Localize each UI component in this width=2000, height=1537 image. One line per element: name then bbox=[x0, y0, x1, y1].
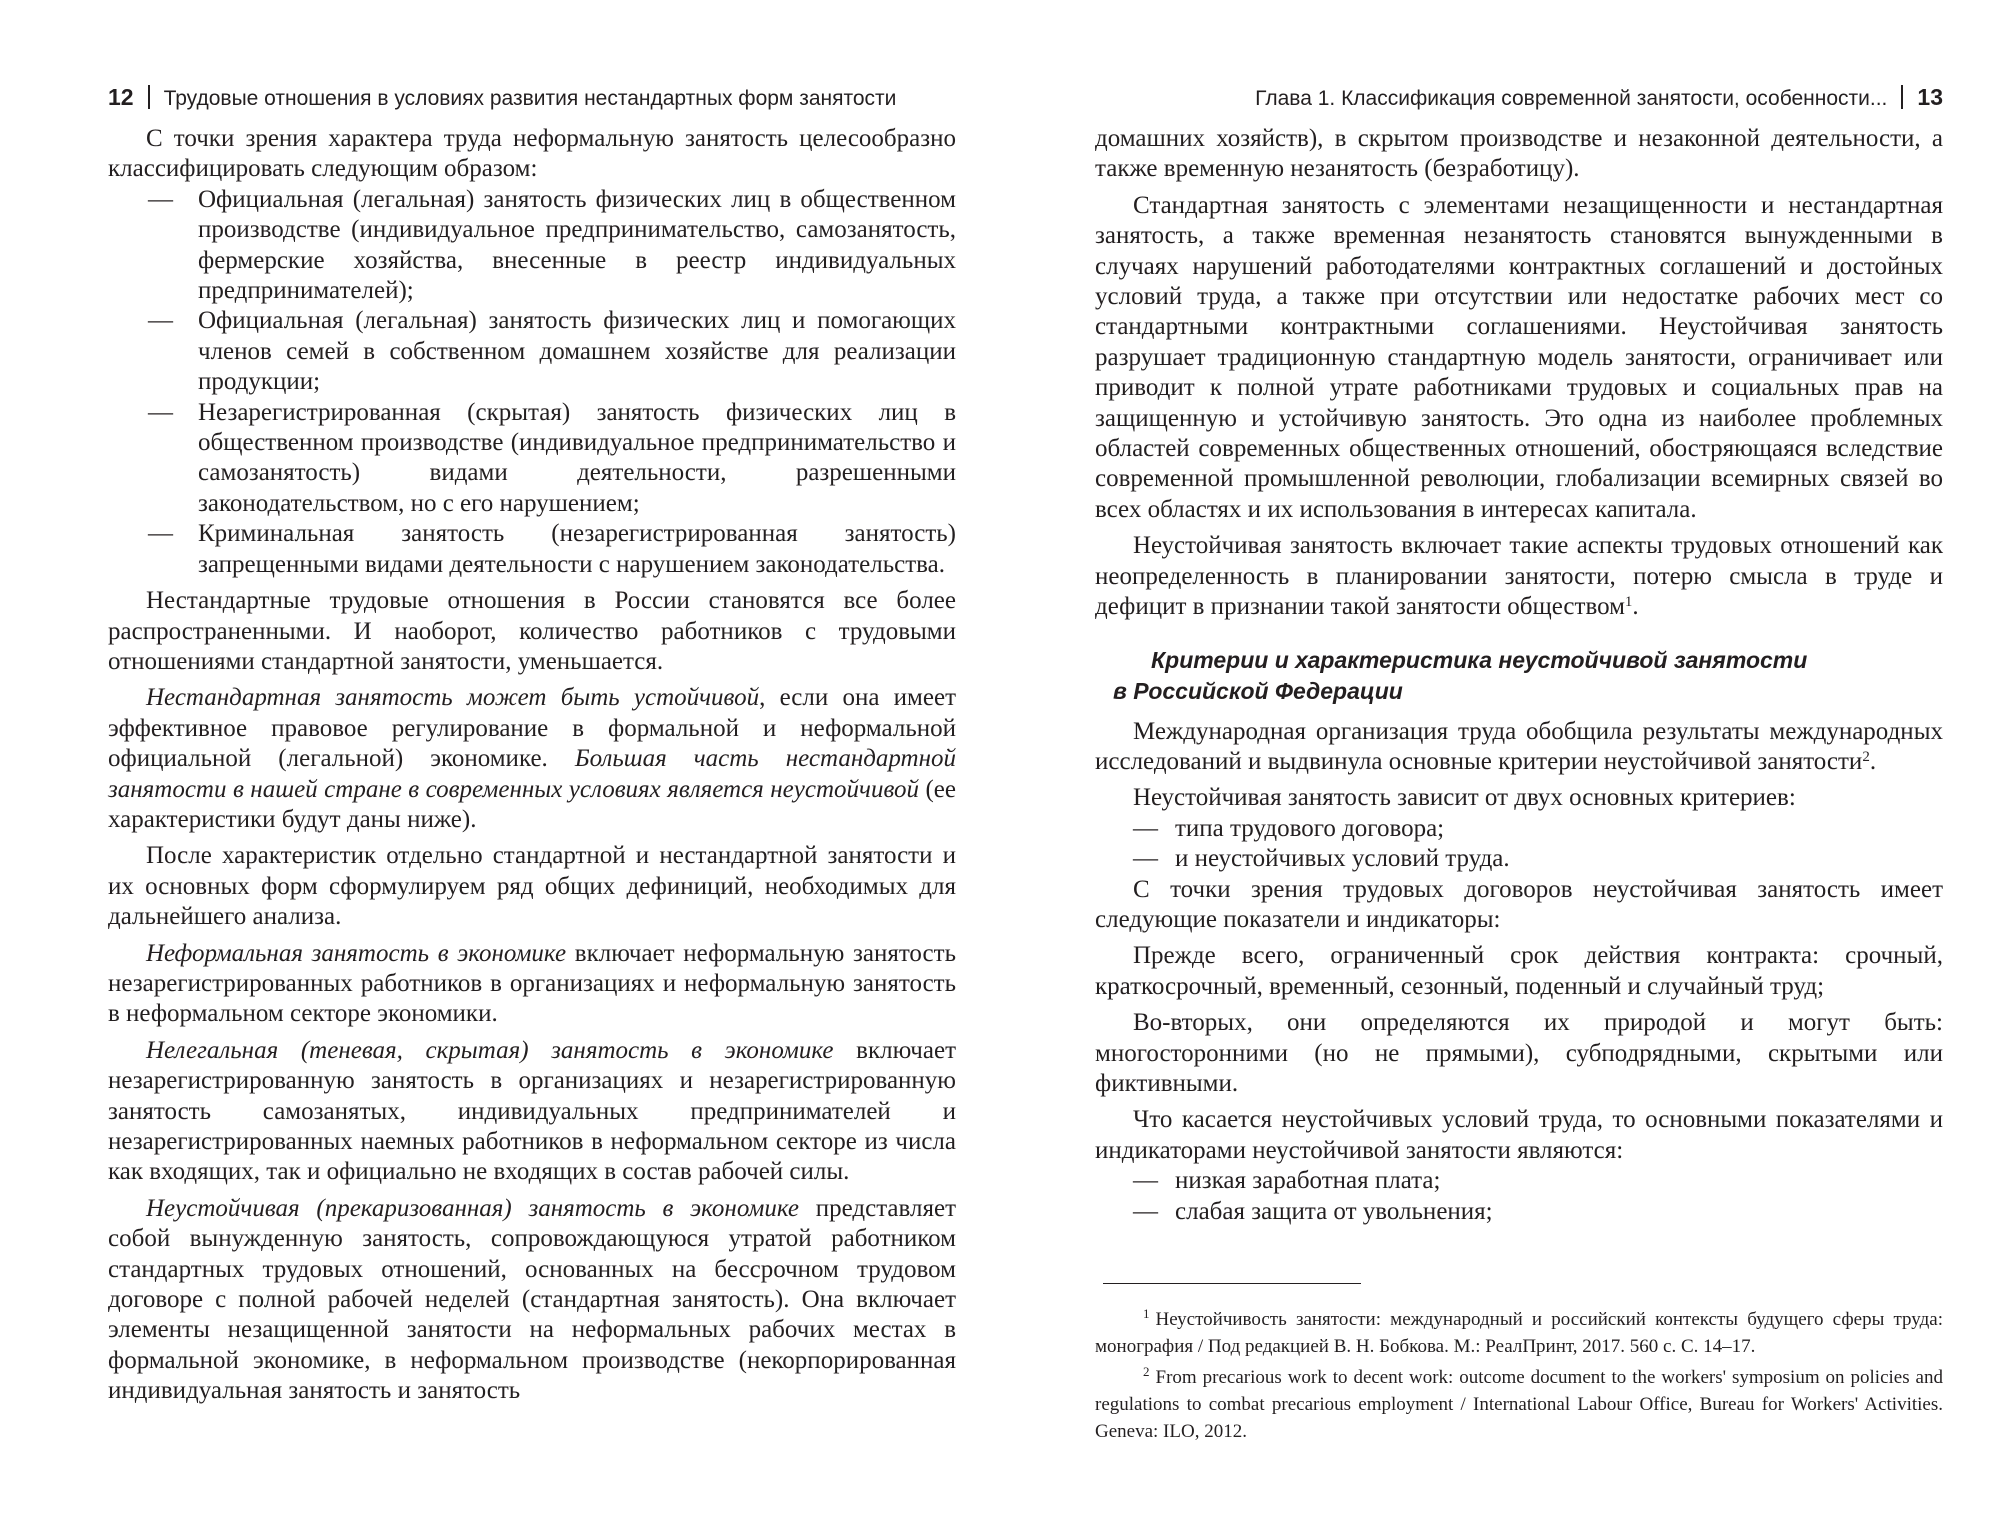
dash-marker: — bbox=[1133, 845, 1158, 873]
page-number: 12 bbox=[108, 84, 134, 110]
footnote: $^1$ Неустойчивость занятости: международный и российский контексты будущего сферы труда: монография / Под редакцией В. Н. Бобкова. М.: РеалПринт, 2017. 560 с. С. 14–17. bbox=[1095, 1306, 1943, 1357]
right-running-head bbox=[1095, 80, 1943, 114]
paragraph: С точки зрения характера труда неформальную занятость целесообразно классифицировать следующим образом: bbox=[108, 125, 956, 183]
header-divider bbox=[148, 85, 150, 109]
dash-marker: — bbox=[1133, 1167, 1158, 1195]
dash-marker: — bbox=[148, 398, 173, 426]
paragraph: Неустойчивая занятость включает такие аспекты трудовых отношений как неопределенность в планировании занятости, потерю смысла в труде и дефицит в признании такой занятости обществом$^1$. bbox=[1095, 532, 1943, 621]
right-page bbox=[1095, 0, 1943, 1537]
paragraph: Неформальная занятость в экономике включает неформальную занятость незарегистрированных работников в организациях и неформальную занятость в неформальном секторе экономики. bbox=[108, 939, 956, 1028]
footnotes bbox=[1095, 1283, 1943, 1449]
running-title: Трудовые отношения в условиях развития нестандартных форм занятости bbox=[163, 87, 897, 110]
left-body-text bbox=[108, 124, 956, 1407]
footnote-ref[interactable]: 1 bbox=[1624, 594, 1633, 611]
section-heading: Критерии и характеристика неустойчивой занятости в Российской Федерации bbox=[1113, 646, 1808, 704]
paragraph: С точки зрения трудовых договоров неустойчивая занятость имеет следующие показатели и индикаторы: bbox=[1095, 875, 1943, 933]
dash-marker: — bbox=[1133, 1197, 1158, 1225]
left-page bbox=[108, 0, 956, 1537]
footnote-ref[interactable]: 2 bbox=[1862, 748, 1870, 765]
list-item: — типа трудового договора; bbox=[1095, 814, 1943, 844]
criteria-list bbox=[1095, 814, 1943, 875]
right-body-text bbox=[1095, 124, 1943, 1227]
paragraph: Прежде всего, ограниченный срок действия контракта: срочный, краткосрочный, временный, сезонный, поденный и случайный труд; bbox=[1095, 942, 1943, 1000]
list-item: — Криминальная занятость (незарегистрированная занятость) запрещенными видами деятельности с нарушением законодательства. bbox=[148, 520, 956, 578]
classification-list bbox=[108, 185, 956, 580]
dash-marker: — bbox=[148, 520, 173, 548]
list-item: — Незарегистрированная (скрытая) занятость физических лиц в общественном производстве (индивидуальное предпринимательство и самозанятость) видами деятельности, разрешенными законодательством, но с его нарушением; bbox=[148, 398, 956, 517]
paragraph: После характеристик отдельно стандартной и нестандартной занятости и их основных форм сформулируем ряд общих дефиниций, необходимых для дальнейшего анализа. bbox=[108, 842, 956, 931]
footnote-rule bbox=[1103, 1283, 1361, 1284]
left-running-head bbox=[108, 80, 956, 114]
page-number: 13 bbox=[1917, 84, 1943, 110]
running-title: Глава 1. Классификация современной занятости, особенности... bbox=[1255, 87, 1888, 110]
header-divider bbox=[1901, 85, 1903, 109]
paragraph: Международная организация труда обобщила результаты международных исследований и выдвинула основные критерии неустойчивой занятости$^2$. bbox=[1095, 717, 1943, 775]
paragraph: Нестандартная занятость может быть устойчивой, если она имеет эффективное правовое регулирование в формальной и неформальной официальной (легальной) экономике. Большая часть нестандартной занятости в нашей стране в современных условиях является неустойчивой (ее характеристики будут даны ниже). bbox=[108, 684, 956, 833]
list-item: — Официальная (легальная) занятость физических лиц и помогающих членов семей в собственном домашнем хозяйстве для реализации продукции; bbox=[148, 307, 956, 396]
paragraph: Что касается неустойчивых условий труда, то основными показателями и индикаторами неустойчивой занятости являются: bbox=[1095, 1106, 1943, 1164]
paragraph: Стандартная занятость с элементами незащищенности и нестандартная занятость, а также временная незанятость становятся вынужденными в случаях нарушений работодателями контрактных соглашений и достойных условий труда, а также при отсутствии или недостатке рабочих мест со стандартными контрактными соглашениями. Неустойчивая занятость разрушает традиционную стандартную модель занятости, ограничивает или приводит к полной утрате работниками трудовых и социальных прав на защищенную и устойчивую занятость. Это одна из наиболее проблемных областей современных общественных отношений, обостряющаяся вследствие современной промышленной революции, глобализации всемирных связей во всех областях и их использования в интересах капитала. bbox=[1095, 191, 1943, 523]
footnote-mark: 2 bbox=[1143, 1364, 1150, 1379]
paragraph: домашних хозяйств), в скрытом производстве и незаконной деятельности, а также временную незанятость (безработицу). bbox=[1095, 125, 1943, 183]
paragraph: Неустойчивая занятость зависит от двух основных критериев: bbox=[1133, 784, 1796, 812]
footnote-mark: 1 bbox=[1143, 1306, 1150, 1321]
list-item: — слабая защита от увольнения; bbox=[1095, 1197, 1943, 1227]
paragraph: Нестандартные трудовые отношения в России становятся все более распространенными. И наоборот, количество работников с трудовыми отношениями стандартной занятости, уменьшается. bbox=[108, 587, 956, 675]
dash-marker: — bbox=[1133, 814, 1158, 842]
footnote: $^2$ From precarious work to decent work: outcome document to the workers' symposium on policies and regulations to combat precarious employment / International Labour Office, Bureau for Workers' Activities. Geneva: ILO, 2012. bbox=[1095, 1364, 1943, 1442]
paragraph: Нелегальная (теневая, скрытая) занятость в экономике включает незарегистрированную занятость в организациях и незарегистрированную занятость самозанятых, индивидуальных предпринимателей и незарегистрированных наемных работников в неформальном секторе из числа как входящих, так и официально не входящих в состав рабочей силы. bbox=[108, 1036, 956, 1186]
dash-marker: — bbox=[148, 307, 173, 335]
list-item: — и неустойчивых условий труда. bbox=[1095, 844, 1943, 874]
dash-marker: — bbox=[148, 185, 173, 213]
list-item: — низкая заработная плата; bbox=[1095, 1166, 1943, 1196]
list-item: — Официальная (легальная) занятость физических лиц в общественном производстве (индивидуальное предпринимательство, самозанятость, фермерские хозяйства, внесенные в реестр индивидуальных предпринимателей); bbox=[148, 185, 956, 305]
paragraph: Неустойчивая (прекаризованная) занятость в экономике представляет собой вынужденную занятость, сопровождающуюся утратой работником стандартных трудовых отношений, основанных на бессрочном трудовом договоре с полной рабочей неделей (стандартная занятость). Она включает элементы незащищенной занятости на неформальных рабочих местах в формальной экономике, в неформальном производстве (некорпорированная индивидуальная занятость и занятость bbox=[108, 1194, 956, 1405]
indicators-list bbox=[1095, 1166, 1943, 1227]
paragraph: Во-вторых, они определяются их природой и могут быть: многосторонними (но не прямыми), субподрядными, скрытыми или фиктивными. bbox=[1095, 1009, 1943, 1097]
